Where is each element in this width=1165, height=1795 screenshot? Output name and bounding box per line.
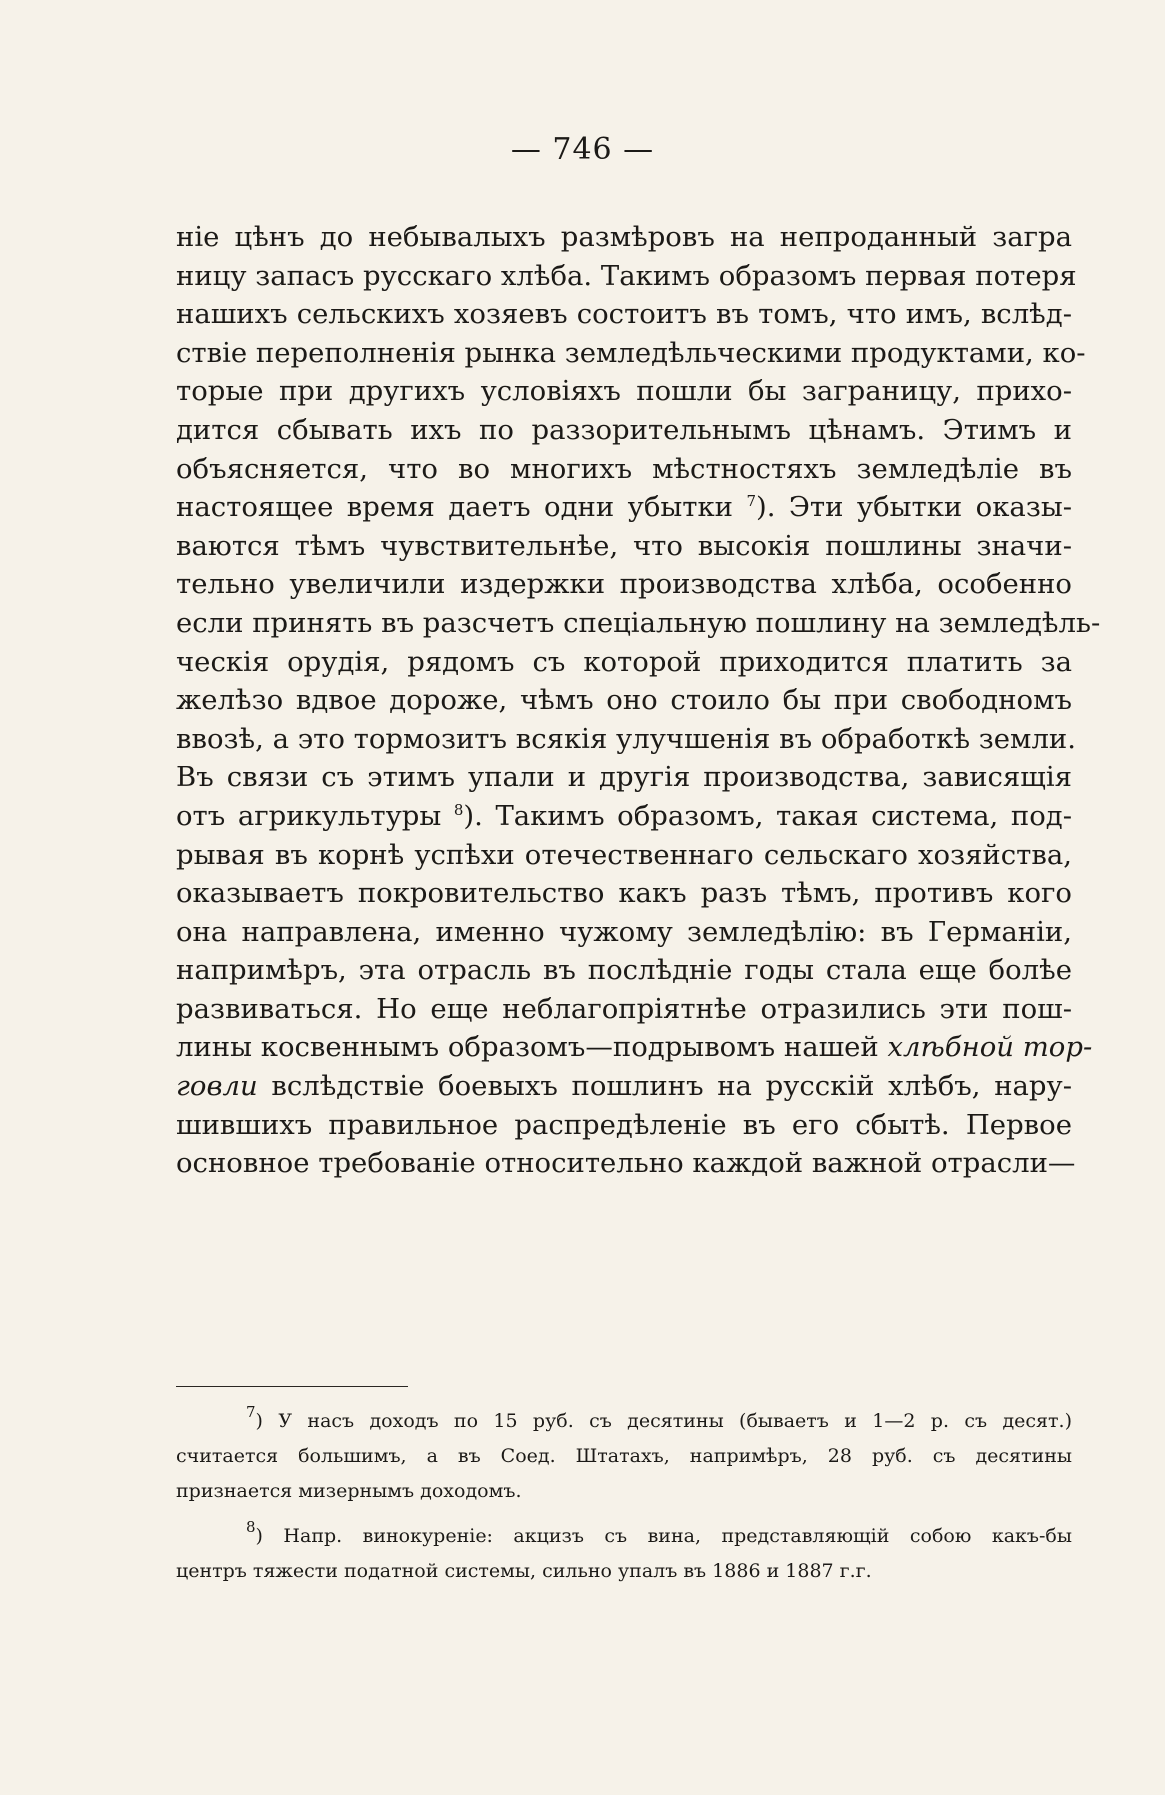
footnote-7 <box>176 1404 1072 1439</box>
text-segment: ). Эти убытки оказы- <box>755 491 1072 524</box>
text-line: ввозѣ, а это тормозитъ всякія улучшенія въ обработкѣ земли. <box>176 722 1076 755</box>
text-segment: отъ агрикультуры <box>176 799 442 832</box>
text-line-with-footnote-ref <box>176 488 1072 527</box>
footnotes <box>176 1404 1072 1589</box>
text-line: ческія орудія, рядомъ съ которой приходится платить за <box>176 645 1072 678</box>
text-segment: ). Такимъ образомъ, такая система, под- <box>463 799 1072 832</box>
footnote-text: ) У насъ доходъ по 15 руб. съ десятины (бываетъ и 1—2 р. съ десят.) <box>255 1410 1072 1432</box>
text-line: торые при другихъ условіяхъ пошли бы заграницу, прихо- <box>176 375 1072 408</box>
text-segment: лины косвеннымъ образомъ—подрывомъ нашей <box>176 1031 879 1064</box>
footnote-separator <box>176 1386 408 1387</box>
text-line: дится сбывать ихъ по раззорительнымъ цѣнамъ. Этимъ и <box>176 413 1072 446</box>
text-segment: настоящее время даетъ одни убытки <box>176 491 733 524</box>
text-line: ваются тѣмъ чувствительнѣе, что высокія пошлины значи- <box>176 529 1072 562</box>
text-line: тельно увеличили издержки производства хлѣба, особенно <box>176 568 1072 601</box>
text-line: ствіе переполненія рынка земледѣльческими продуктами, ко- <box>176 336 1086 369</box>
footnote-text: ) Напр. винокуреніе: акцизъ съ вина, представляющій собою какъ-бы <box>255 1525 1072 1547</box>
footnote-ref-7[interactable]: 7 <box>746 492 756 511</box>
text-line: объясняется, что во многихъ мѣстностяхъ земледѣліе въ <box>176 452 1072 485</box>
text-line: Въ связи съ этимъ упали и другія производства, зависящія <box>176 761 1072 794</box>
text-line: если принять въ разсчетъ спеціальную пошлину на земледѣль- <box>176 606 1101 639</box>
text-line-with-footnote-ref <box>176 797 1072 836</box>
text-line: ніе цѣнъ до небывалыхъ размѣровъ на непроданный загра <box>176 221 1072 253</box>
text-line-with-italic <box>176 1028 1093 1067</box>
text-line: она направлена, именно чужому земледѣлію: въ Германіи, <box>176 915 1072 948</box>
text-line: развиваться. Но еще неблагопріятнѣе отразились эти пош- <box>176 992 1072 1025</box>
footnote-line: центръ тяжести податной системы, сильно упалъ въ 1886 и 1887 г.г. <box>176 1560 872 1582</box>
text-line-with-italic <box>176 1067 1072 1106</box>
text-line: напримѣръ, эта отрасль въ послѣдніе годы стала еще болѣе <box>176 954 1072 987</box>
text-segment: вслѣдствіе боевыхъ пошлинъ на русскій хлѣбъ, нару- <box>271 1070 1072 1103</box>
footnote-mark: 8 <box>246 1518 256 1536</box>
text-line: оказываетъ покровительство какъ разъ тѣмъ, противъ кого <box>176 877 1072 910</box>
text-line: основное требованіе относительно каждой важной отрасли— <box>176 1147 1076 1180</box>
text-line: ницу запасъ русскаго хлѣба. Такимъ образомъ первая потеря <box>176 259 1077 292</box>
footnote-8 <box>176 1519 1072 1554</box>
body-text <box>176 218 1101 1183</box>
footnote-line: признается мизернымъ доходомъ. <box>176 1480 522 1502</box>
italic-term: хлѣбной тор- <box>887 1031 1093 1064</box>
italic-term: говли <box>176 1070 258 1103</box>
footnote-ref-8[interactable]: 8 <box>453 800 464 819</box>
footnote-line: считается большимъ, а въ Соед. Штатахъ, напримѣръ, 28 руб. съ десятины <box>176 1445 1072 1467</box>
text-line: шившихъ правильное распредѣленіе въ его сбытѣ. Первое <box>176 1108 1072 1141</box>
text-line: рывая въ корнѣ успѣхи отечественнаго сельскаго хозяйства, <box>176 838 1072 871</box>
footnote-mark: 7 <box>246 1403 256 1421</box>
page-number: — 746 — <box>510 132 655 167</box>
text-line: нашихъ сельскихъ хозяевъ состоитъ въ томъ, что имъ, вслѣд- <box>176 298 1072 331</box>
text-line: желѣзо вдвое дороже, чѣмъ оно стоило бы при свободномъ <box>176 684 1072 717</box>
